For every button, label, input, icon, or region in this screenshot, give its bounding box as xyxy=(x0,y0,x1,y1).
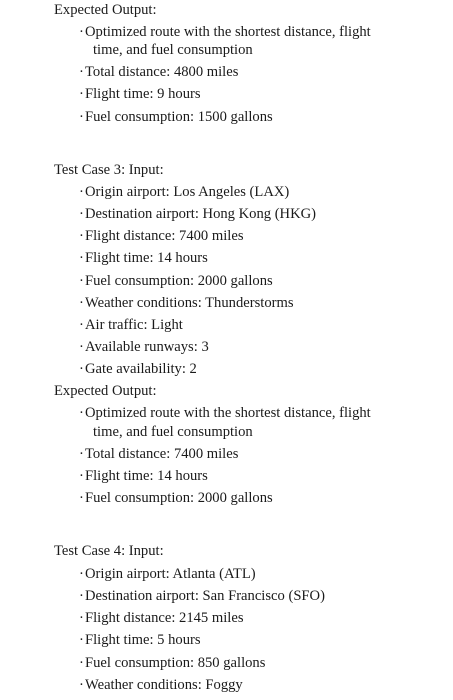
list-item: ·Destination airport: Hong Kong (HKG) xyxy=(79,206,317,222)
bullet-dot-icon: · xyxy=(79,64,84,80)
list-item: ·Fuel consumption: 2000 gallons xyxy=(79,273,273,289)
section-heading: Test Case 3: Input: xyxy=(54,162,164,178)
bullet-dot-icon: · xyxy=(79,24,84,40)
list-item: ·Flight time: 5 hours xyxy=(79,632,201,648)
section-heading: Expected Output: xyxy=(54,383,157,399)
list-item: ·Origin airport: Atlanta (ATL) xyxy=(79,566,256,582)
bullet-dot-icon: · xyxy=(79,273,84,289)
list-item-continuation: time, and fuel consumption xyxy=(93,42,253,58)
list-item: ·Air traffic: Light xyxy=(79,317,183,333)
section-heading: Test Case 4: Input: xyxy=(54,543,164,559)
bullet-dot-icon: · xyxy=(79,632,84,648)
bullet-dot-icon: · xyxy=(79,655,84,671)
bullet-dot-icon: · xyxy=(79,361,84,377)
bullet-dot-icon: · xyxy=(79,490,84,506)
bullet-dot-icon: · xyxy=(79,677,84,693)
bullet-dot-icon: · xyxy=(79,250,84,266)
bullet-dot-icon: · xyxy=(79,206,84,222)
section-heading: Expected Output: xyxy=(54,2,157,18)
list-item: ·Destination airport: San Francisco (SFO) xyxy=(79,588,325,604)
bullet-dot-icon: · xyxy=(79,109,84,125)
bullet-dot-icon: · xyxy=(79,228,84,244)
list-item: ·Optimized route with the shortest distance, flight xyxy=(79,24,371,40)
bullet-dot-icon: · xyxy=(79,86,84,102)
list-item: ·Weather conditions: Thunderstorms xyxy=(79,295,294,311)
bullet-dot-icon: · xyxy=(79,317,84,333)
list-item: ·Flight distance: 2145 miles xyxy=(79,610,244,626)
list-item: ·Flight time: 9 hours xyxy=(79,86,201,102)
bullet-dot-icon: · xyxy=(79,405,84,421)
list-item: ·Fuel consumption: 2000 gallons xyxy=(79,490,273,506)
list-item: ·Gate availability: 2 xyxy=(79,361,197,377)
bullet-dot-icon: · xyxy=(79,468,84,484)
list-item: ·Total distance: 7400 miles xyxy=(79,446,239,462)
list-item: ·Origin airport: Los Angeles (LAX) xyxy=(79,184,290,200)
list-item: ·Flight time: 14 hours xyxy=(79,250,208,266)
list-item: ·Optimized route with the shortest distance, flight xyxy=(79,405,371,421)
bullet-dot-icon: · xyxy=(79,446,84,462)
list-item: ·Fuel consumption: 850 gallons xyxy=(79,655,266,671)
list-item: ·Fuel consumption: 1500 gallons xyxy=(79,109,273,125)
bullet-dot-icon: · xyxy=(79,295,84,311)
list-item: ·Available runways: 3 xyxy=(79,339,209,355)
bullet-dot-icon: · xyxy=(79,339,84,355)
bullet-dot-icon: · xyxy=(79,184,84,200)
bullet-dot-icon: · xyxy=(79,610,84,626)
list-item: ·Weather conditions: Foggy xyxy=(79,677,243,693)
list-item-continuation: time, and fuel consumption xyxy=(93,424,253,440)
list-item: ·Flight time: 14 hours xyxy=(79,468,208,484)
list-item: ·Flight distance: 7400 miles xyxy=(79,228,244,244)
bullet-dot-icon: · xyxy=(79,588,84,604)
list-item: ·Total distance: 4800 miles xyxy=(79,64,239,80)
bullet-dot-icon: · xyxy=(79,566,84,582)
